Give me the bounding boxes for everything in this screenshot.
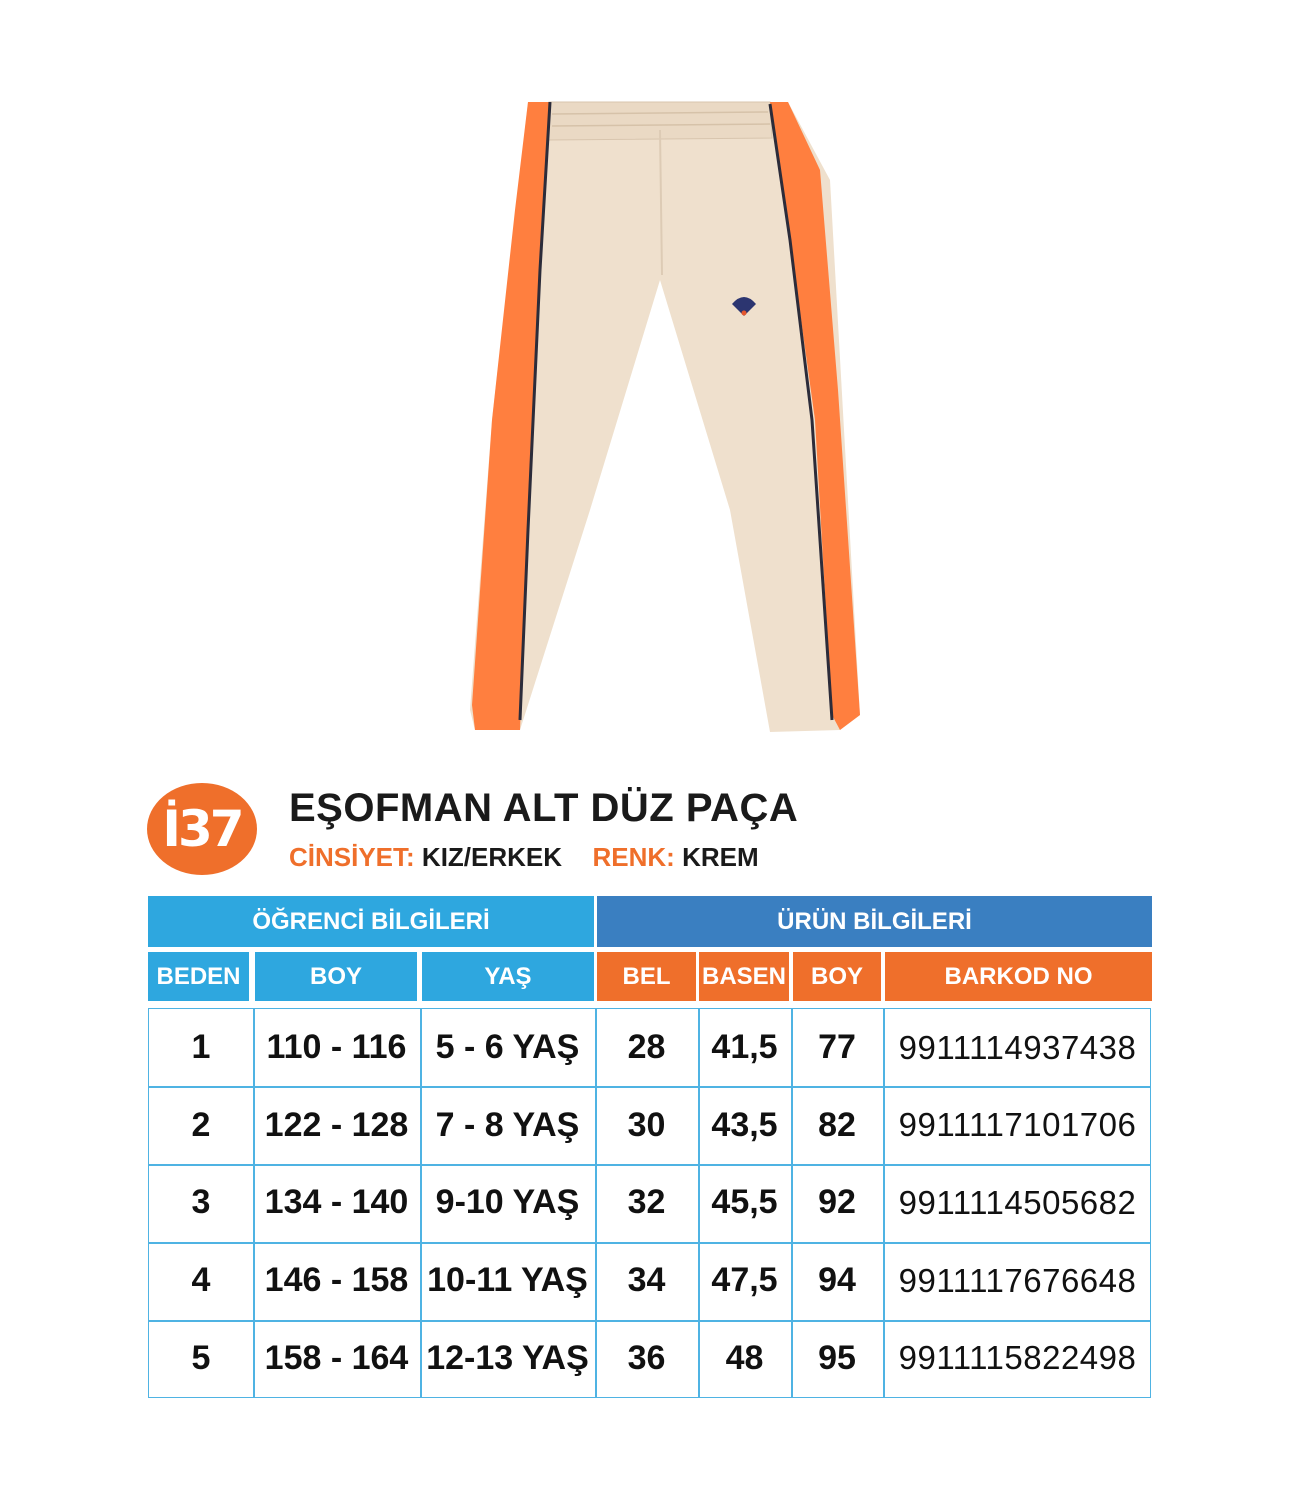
cell-beden: 2: [191, 1105, 211, 1144]
cell-product-boy: 95: [818, 1338, 856, 1377]
cell-product-boy: 94: [818, 1261, 856, 1300]
cell-yas: 9-10 YAŞ: [435, 1183, 580, 1222]
product-meta: [289, 842, 759, 873]
group-header-student-info: ÖĞRENCİ BİLGİLERİ: [148, 896, 594, 947]
color-label: RENK:: [592, 842, 675, 872]
cell-beden: 3: [191, 1183, 211, 1222]
cell-bel: 28: [627, 1028, 666, 1067]
cell-barkod-no: 9911114505682: [898, 1183, 1137, 1221]
cell-barkod-no: 9911114937438: [898, 1028, 1137, 1066]
cell-yas: 5 - 6 YAŞ: [435, 1028, 580, 1067]
cell-beden: 1: [191, 1028, 211, 1067]
cell-beden: 4: [191, 1261, 211, 1300]
cell-bel: 34: [627, 1261, 666, 1300]
gender-value: KIZ/ERKEK: [421, 842, 563, 872]
product-code-badge: İ37: [147, 783, 257, 875]
cell-product-boy: 77: [818, 1028, 856, 1067]
color-value: KREM: [682, 842, 759, 872]
cell-product-boy: 82: [818, 1105, 856, 1144]
cell-yas: 10-11 YAŞ: [427, 1261, 588, 1300]
cell-barkod-no: 9911115822498: [898, 1339, 1137, 1377]
cell-basen: 43,5: [711, 1105, 778, 1144]
cell-bel: 36: [627, 1338, 666, 1377]
cell-product-boy: 92: [818, 1183, 856, 1222]
cell-boy: 110 - 116: [266, 1028, 407, 1067]
cell-boy: 146 - 158: [264, 1261, 409, 1300]
cell-basen: 47,5: [711, 1261, 778, 1300]
cell-boy: 134 - 140: [264, 1183, 409, 1222]
column-header-barkod-no: BARKOD NO: [885, 952, 1152, 1001]
cell-basen: 41,5: [711, 1028, 778, 1067]
cell-yas: 12-13 YAŞ: [426, 1338, 589, 1377]
cell-yas: 7 - 8 YAŞ: [435, 1105, 580, 1144]
cell-bel: 30: [627, 1105, 666, 1144]
column-header-basen: BASEN: [699, 952, 789, 1001]
cell-barkod-no: 9911117676648: [898, 1261, 1137, 1299]
cell-boy: 158 - 164: [264, 1338, 409, 1377]
column-header-bel: BEL: [597, 952, 696, 1001]
group-header-product-info: ÜRÜN BİLGİLERİ: [597, 896, 1152, 947]
column-header-boy: BOY: [255, 952, 417, 1001]
cell-beden: 5: [191, 1338, 211, 1377]
product-title: EŞOFMAN ALT DÜZ PAÇA: [289, 786, 799, 830]
cell-boy: 122 - 128: [264, 1105, 409, 1144]
product-image-pants: [440, 90, 880, 750]
cell-bel: 32: [627, 1183, 666, 1222]
gender-label: CİNSİYET:: [289, 842, 415, 872]
cell-basen: 48: [725, 1338, 764, 1377]
column-header-beden: BEDEN: [148, 952, 249, 1001]
column-header-yas: YAŞ: [422, 952, 594, 1001]
column-header-product-boy: BOY: [793, 952, 881, 1001]
cell-barkod-no: 9911117101706: [898, 1106, 1137, 1144]
size-table: [148, 1008, 1151, 1398]
cell-basen: 45,5: [711, 1183, 778, 1222]
